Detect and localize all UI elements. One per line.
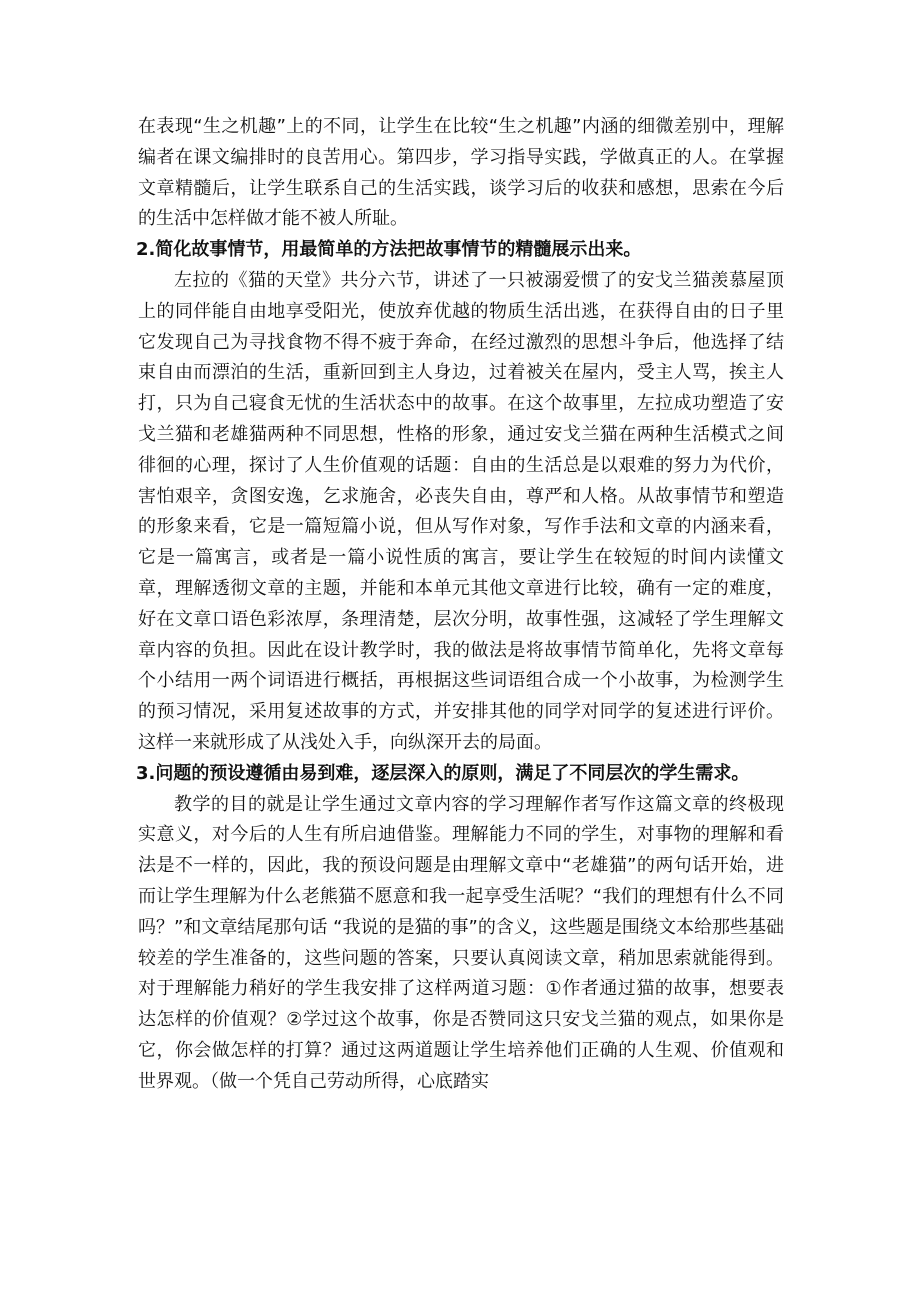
paragraph-questions: 教学的目的就是让学生通过文章内容的学习理解作者写作这篇文章的终极现实意义，对今后的人生有所启迪借鉴。理解能力不同的学生，对事物的理解和看法是不一样的，因此，我的预设问题是由理解文章中“老雄猫”的两句话开始，进而让学生理解为什么老熊猫不愿意和我一起享受生活呢？“我们的理想有什么不同吗？”和文章结尾那句话 “我说的是猫的事”的含义，这些题是围绕文本给那些基础较差的学生准备的，这些问题的答案，只要认真阅读文章，稍加思索就能得到。对于理解能力稍好的学生我安排了这样两道习题：①作者通过猫的故事，想要表达怎样的价值观？②学过这个故事，你是否赞同这只安戈兰猫的观点，如果你是它，你会做怎样的打算？通过这两道题让学生培养他们正确的人生观、价值观和世界观。（做一个凭自己劳动所得，心底踏实 [138, 793, 784, 1092]
section-heading-2: 2.简化故事情节，用最简单的方法把故事情节的精髓展示出来。 [136, 239, 642, 261]
paragraph-intro: 在表现“生之机趣”上的不同，让学生在比较“生之机趣”内涵的细微差别中，理解编者在课文编排时的良苦用心。第四步，学习指导实践，学做真正的人。在掌握文章精髓后，让学生联系自己的生活实践，谈学习后的收获和感想，思索在今后的生活中怎样做才能不被人所耻。 [138, 116, 784, 230]
document-body [138, 112, 784, 1098]
paragraph-story: 左拉的《猫的天堂》共分六节，讲述了一只被溺爱惯了的安戈兰猫羡慕屋顶上的同伴能自由地享受阳光，使放弃优越的物质生活出逃，在获得自由的日子里它发现自己为寻找食物不得不疲于奔命，在经过激烈的思想斗争后，他选择了结束自由而漂泊的生活，重新回到主人身边，过着被关在屋内，受主人骂，挨主人打，只为自己寝食无忧的生活状态中的故事。在这个故事里，左拉成功塑造了安戈兰猫和老雄猫两种不同思想，性格的形象，通过安戈兰猫在两种生活模式之间徘徊的心理，探讨了人生价值观的话题：自由的生活总是以艰难的努力为代价，害怕艰辛，贪图安逸，乞求施舍，必丧失自由，尊严和人格。从故事情节和塑造的形象来看，它是一篇短篇小说，但从写作对象，写作手法和文章的内涵来看，它是一篇寓言，或者是一篇小说性质的寓言，要让学生在较短的时间内读懂文章，理解透彻文章的主题，并能和本单元其他文章进行比较，确有一定的难度，好在文章口语色彩浓厚，条理清楚，层次分明，故事性强，这减轻了学生理解文章内容的负担。因此在设计教学时，我的做法是将故事情节简单化，先将文章每个小结用一两个词语进行概括，再根据这些词语组合成一个小故事，为检测学生的预习情况，采用复述故事的方式，并安排其他的同学对同学的复述进行评价。这样一来就形成了从浅处入手，向纵深开去的局面。 [138, 269, 784, 753]
section-heading-3: 3.问题的预设遵循由易到难，逐层深入的原则，满足了不同层次的学生需求。 [136, 762, 750, 784]
